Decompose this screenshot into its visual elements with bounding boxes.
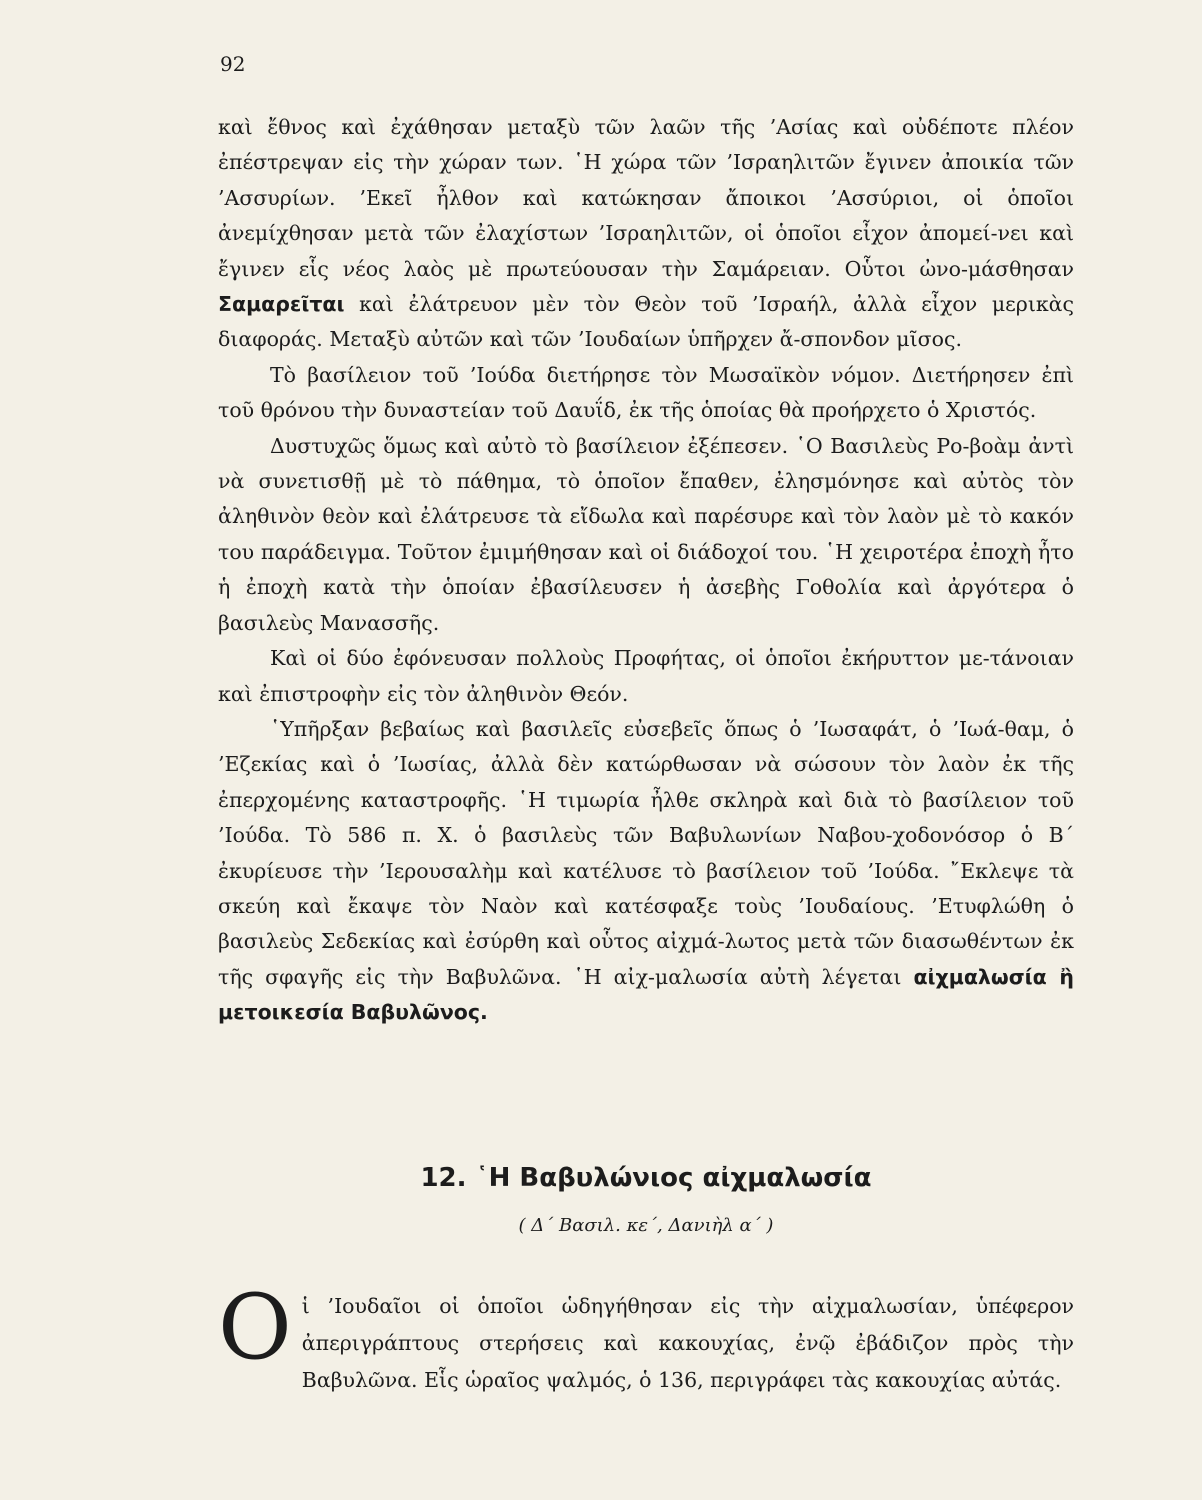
section-reference: ( Δ΄ Βασιλ. κε΄, Δανιὴλ α΄ ) <box>518 1215 774 1236</box>
page-number: 92 <box>220 52 246 76</box>
paragraph-4 <box>218 641 1074 712</box>
paragraph-5-text: ῾Υπῆρξαν βεβαίως καὶ βασιλεῖς εὐσεβεῖς ὅπως ὁ ’Ιωσαφάτ, ὁ ’Ιωά-θαμ, ὁ ’Εζεκίας καὶ ὁ ’Ιωσίας, ἀλλὰ δὲν κατώρθωσαν νὰ σώσουν τὸν λαὸν ἐκ τῆς ἐπερχομένης καταστροφῆς. ῾Η τιμωρία ἦλθε σκληρὰ καὶ διὰ τὸ βασίλειον τοῦ ’Ιούδα. Τὸ 586 π. Χ. ὁ βασιλεὺς τῶν Βαβυλωνίων Ναβου-χοδονόσορ ὁ Β΄ ἐκυρίευσε τὴν ’Ιερουσαλὴμ καὶ κατέλυσε τὸ βασίλειον τοῦ ’Ιούδα. ῎Εκλεψε τὰ σκεύη καὶ ἔκαψε τὸν Ναὸν καὶ κατέσφαξε τοὺς ’Ιουδαίους. ’Ετυφλώθη ὁ βασιλεὺς Σεδεκίας καὶ ἐσύρθη καὶ οὗτος αἰχμά-λωτος μετὰ τῶν διασωθέντων ἐκ τῆς σφαγῆς εἰς τὴν Βαβυλῶνα. ῾Η αἰχ-μαλωσία αὐτὴ λέγεται <box>218 716 1074 989</box>
paragraph-3 <box>218 429 1074 641</box>
body-text <box>218 110 1074 1031</box>
paragraph-1-text-a: καὶ ἔθνος καὶ ἐχάθησαν μεταξὺ τῶν λαῶν τῆς ’Ασίας καὶ οὐδέποτε πλέον ἐπέστρεψαν εἰς τὴν χώραν των. ῾Η χώρα τῶν ’Ισραηλιτῶν ἔγινεν ἀποικία τῶν ’Ασσυρίων. ’Εκεῖ ἦλθον καὶ κατώκησαν ἄποικοι ’Ασσύριοι, οἱ ὁποῖοι ἀνεμίχθησαν μετὰ τῶν ἐλαχίστων ’Ισραηλιτῶν, οἱ ὁποῖοι εἶχον ἀπομεί-νει καὶ ἔγινεν εἷς νέος λαὸς μὲ πρωτεύουσαν τὴν Σαμάρειαν. Οὗτοι ὠνο-μάσθησαν <box>218 115 1074 281</box>
paragraph-1-text-b: καὶ ἐλάτρευον μὲν τὸν Θεὸν τοῦ ’Ισραήλ, ἀλλὰ εἶχον μερικὰς διαφοράς. Μεταξὺ αὐτῶν καὶ τῶν ’Ιουδαίων ὑπῆρχεν ἄ-σπονδον μῖσος. <box>218 292 1074 352</box>
paragraph-2-text: Τὸ βασίλειον τοῦ ’Ιούδα διετήρησε τὸν Μωσαϊκὸν νόμον. Διετήρησεν ἐπὶ τοῦ θρόνου τὴν δυναστείαν τοῦ Δαυΐδ, ἐκ τῆς ὁποίας θὰ προήρχετο ὁ Χριστός. <box>218 362 1074 423</box>
paragraph-1 <box>218 110 1074 358</box>
final-paragraph-text: ἱ ’Ιουδαῖοι οἱ ὁποῖοι ὡδηγήθησαν εἰς τὴν αἰχμαλωσίαν, ὑπέφερον ἀπεριγράπτους στερήσεις καὶ κακουχίας, ἐνῷ ἐβάδιζον πρὸς τὴν Βαβυλῶνα. Εἷς ὡραῖος ψαλμός, ὁ 136, περιγράφει τὰς κακουχίας αὐτάς. <box>301 1294 1074 1392</box>
paragraph-3-text: Δυστυχῶς ὅμως καὶ αὐτὸ τὸ βασίλειον ἐξέπεσεν. ῾Ο Βασιλεὺς Ρο-βοὰμ ἀντὶ νὰ συνετισθῇ μὲ τὸ πάθημα, τὸ ὁποῖον ἔπαθεν, ἐλησμόνησε καὶ αὐτὸς τὸν ἀληθινὸν θεὸν καὶ ἐλάτρευσε τὰ εἴδωλα καὶ παρέσυρε καὶ τὸν λαὸν μὲ τὸ κακόν του παράδειγμα. Τοῦτον ἐμιμήθησαν καὶ οἱ διάδοχοί του. ῾Η χειροτέρα ἐποχὴ ἦτο ἡ ἐποχὴ κατὰ τὴν ὁποίαν ἐβασίλευσεν ἡ ἀσεβὴς Γοθολία καὶ ἀργότερα ὁ βασιλεὺς Μανασσῆς. <box>218 433 1074 635</box>
paragraph-4-text: Καὶ οἱ δύο ἐφόνευσαν πολλοὺς Προφήτας, οἱ ὁποῖοι ἐκήρυττον με-τάνοιαν καὶ ἐπιστροφὴν εἰς τὸν ἀληθινὸν Θεόν. <box>218 646 1074 706</box>
section-heading: 12. ῾Η Βαβυλώνιος αἰχμαλωσία <box>420 1163 872 1193</box>
drop-cap: Ο <box>218 1275 292 1380</box>
paragraph-5 <box>218 712 1074 1031</box>
bold-term-samaritans: Σαμαρεῖται <box>218 292 345 317</box>
final-paragraph <box>218 1275 1074 1399</box>
paragraph-2 <box>218 358 1074 429</box>
section-body <box>218 1275 1074 1399</box>
bold-term-captivity: αἰχμαλωσία ἢ μετοικεσία Βαβυλῶνος. <box>218 964 1074 1025</box>
